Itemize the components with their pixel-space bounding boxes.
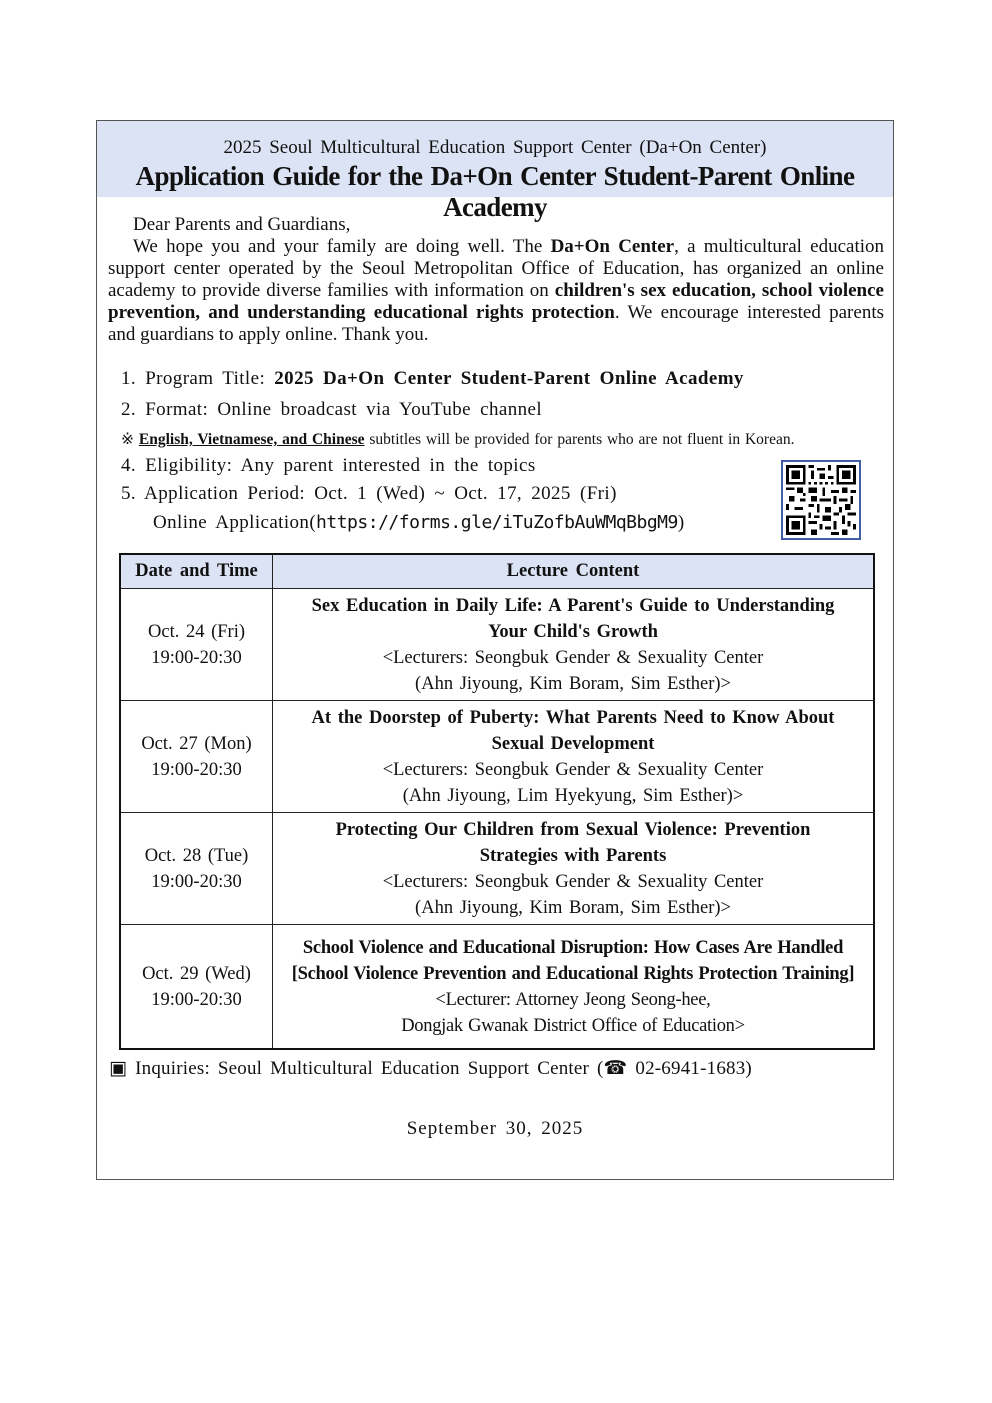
lecture-title: Sex Education in Daily Life: A Parent's Guide to Understanding [311, 595, 835, 616]
program-title-value: 2025 Da+On Center Student-Parent Online Academy [274, 368, 744, 389]
lecturer-info: (Ahn Jiyoung, Lim Hyekyung, Sim Esther)> [402, 785, 744, 806]
lecturer-info: <Lecturer: Attorney Jeong Seong-hee, [435, 989, 711, 1010]
letter-body [108, 214, 884, 346]
note-text: subtitles will be provided for parents who are not fluent in Korean. [364, 431, 795, 448]
table-row [120, 589, 874, 701]
lecture-title: [School Violence Prevention and Educational Rights Protection Training] [291, 963, 855, 984]
notice-frame [96, 120, 894, 1180]
date-cell [120, 701, 273, 813]
phone-icon: ☎ [603, 1058, 628, 1079]
date-cell [120, 589, 273, 701]
letter-text: , a multicultural education support center operated by the Seoul Metropolitan Office of Education, has organized an online academy to provide diverse families with information on [108, 236, 885, 301]
letter-paragraph [108, 236, 884, 346]
date-cell [120, 813, 273, 925]
salutation: Dear Parents and Guardians, [133, 214, 351, 235]
schedule-table [119, 553, 875, 1050]
application-link[interactable]: https://forms.gle/iTuZofbAuWMqBbgM9 [316, 512, 678, 533]
lecture-time: 19:00-20:30 [151, 871, 242, 892]
date-cell [120, 925, 273, 1050]
phone-number: 02-6941-1683) [627, 1058, 752, 1079]
lecture-date: Oct. 24 (Fri) [148, 621, 245, 642]
item-program-title [121, 368, 744, 390]
lecturer-info: Dongjak Gwanak District Office of Education> [401, 1015, 745, 1036]
lecture-time: 19:00-20:30 [151, 647, 242, 668]
online-close: ) [677, 512, 685, 533]
letter-text: . We encourage interested parents and guardians to apply online. Thank you. [108, 302, 884, 345]
note-languages: English, Vietnamese, and Chinese [138, 431, 365, 448]
lecture-date: Oct. 29 (Wed) [142, 963, 251, 984]
table-row [120, 925, 874, 1050]
header-subtitle: 2025 Seoul Multicultural Education Support Center (Da+On Center) [223, 137, 767, 158]
lecture-date: Oct. 27 (Mon) [141, 733, 252, 754]
table-row [120, 701, 874, 813]
content-cell [273, 813, 875, 925]
item-application-period: 5. Application Period: Oct. 1 (Wed) ~ Oct. 17, 2025 (Fri) [121, 483, 617, 504]
topics-emphasis: children's sex education, school violence prevention, and understanding educational rights protection [108, 280, 884, 323]
inquiries-text: Inquiries: Seoul Multicultural Education Support Center ( [127, 1058, 604, 1079]
column-header-content: Lecture Content [273, 554, 875, 589]
inquiries-line [109, 1057, 752, 1080]
issue-date: September 30, 2025 [406, 1118, 584, 1139]
center-name: Da+On Center [550, 236, 675, 257]
item-format: 2. Format: Online broadcast via YouTube channel [121, 399, 542, 420]
lecturer-info: <Lecturers: Seongbuk Gender & Sexuality Center [382, 647, 764, 668]
online-application [153, 512, 685, 534]
lecture-title: Protecting Our Children from Sexual Violence: Prevention [335, 819, 811, 840]
lecturer-info: (Ahn Jiyoung, Kim Boram, Sim Esther)> [415, 897, 731, 918]
header-banner [97, 121, 893, 222]
page-title: Application Guide for the Da+On Center Student-Parent Online Academy [135, 161, 855, 222]
lecture-date: Oct. 28 (Tue) [144, 845, 249, 866]
content-cell [273, 925, 875, 1050]
lecture-title: Strategies with Parents [479, 845, 667, 866]
column-header-date: Date and Time [120, 554, 273, 589]
table-header-row [120, 554, 874, 589]
square-bullet-icon: ▣ [109, 1058, 128, 1079]
subtitle-note [121, 430, 794, 449]
lecture-time: 19:00-20:30 [151, 759, 242, 780]
content-cell [273, 589, 875, 701]
lecturer-info: <Lecturers: Seongbuk Gender & Sexuality Center [382, 871, 764, 892]
lecture-title: Your Child's Growth [488, 621, 658, 642]
lecture-title: At the Doorstep of Puberty: What Parents Need to Know About [311, 707, 835, 728]
lecturer-info: (Ahn Jiyoung, Kim Boram, Sim Esther)> [415, 673, 731, 694]
lecture-title: School Violence and Educational Disruption: How Cases Are Handled [302, 937, 844, 958]
qr-code-icon[interactable] [781, 460, 861, 540]
lecture-time: 19:00-20:30 [151, 989, 242, 1010]
item-eligibility: 4. Eligibility: Any parent interested in the topics [121, 455, 536, 476]
letter-text: We hope you and your family are doing well. The [133, 236, 551, 257]
qr-code-graphic [786, 465, 856, 535]
lecture-title: Sexual Development [491, 733, 655, 754]
online-label: Online Application( [153, 512, 317, 533]
note-mark: ※ [121, 431, 139, 448]
item-label: 1. Program Title: [121, 368, 275, 389]
content-cell [273, 701, 875, 813]
table-row [120, 813, 874, 925]
lecturer-info: <Lecturers: Seongbuk Gender & Sexuality Center [382, 759, 764, 780]
